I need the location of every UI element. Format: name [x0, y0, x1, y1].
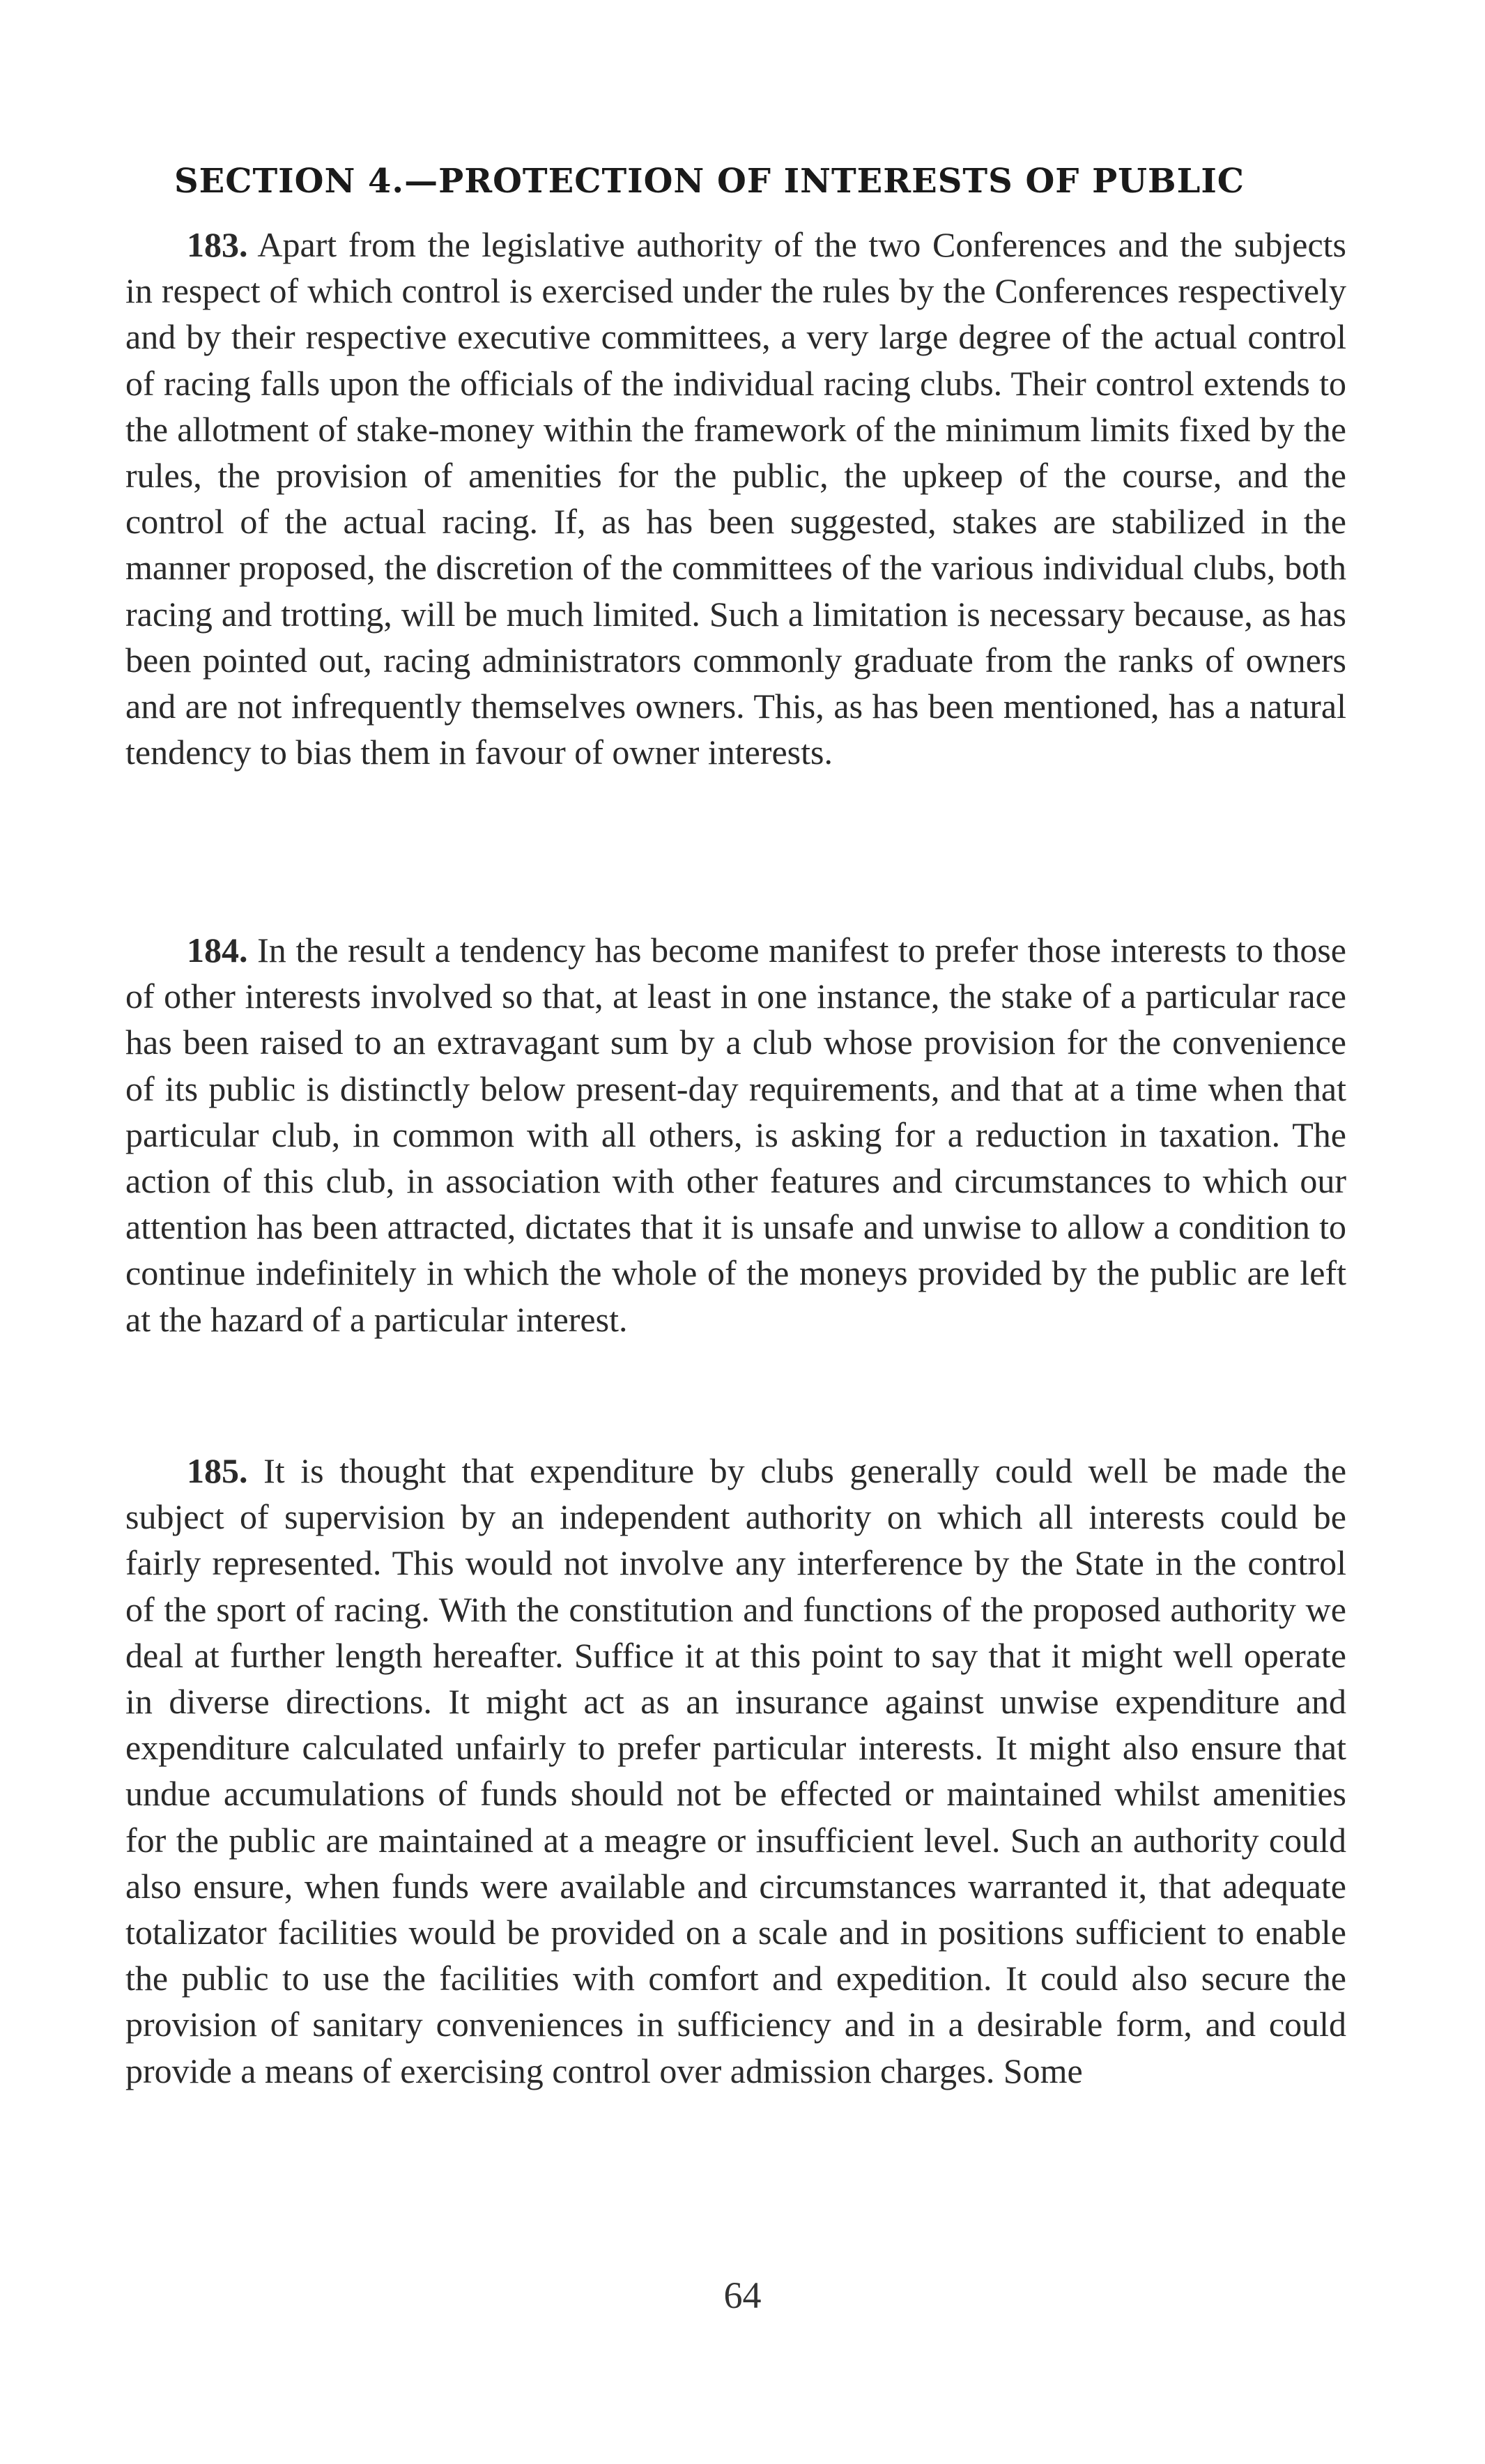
paragraph-184: [125, 927, 1346, 1342]
paragraph-text: Apart from the legislative authority of the two Conferences and the subjects in respect of which control is exercised under the rules by the Conferences respectively and by their respective executive committees, a very large degree of the actual control of racing falls upon the officials of the individual racing clubs. Their control extends to the allotment of stake-money within the framework of the minimum limits fixed by the rules, the provision of amenities for the public, the upkeep of the course, and the control of the actual racing. If, as has been suggested, stakes are stabilized in the manner proposed, the discretion of the committees of the various individual clubs, both racing and trotting, will be much limited. Such a limitation is necessary because, as has been pointed out, racing administrators commonly graduate from the ranks of owners and are not infrequently themselves owners. This, as has been mentioned, has a natural tendency to bias them in favour of owner interests.: [125, 225, 1346, 772]
section-heading: SECTION 4.—PROTECTION OF INTERESTS OF PUBLIC: [174, 162, 1245, 201]
paragraph-185: [125, 1448, 1346, 2094]
paragraph-text: In the result a tendency has become manifest to prefer those interests to those of other interests involved so that, at least in one instance, the stake of a particular race has been raised to an extravagant sum by a club whose provision for the convenience of its public is distinctly below present-day requirements, and that at a time when that particular club, in common with all others, is asking for a reduction in taxation. The action of this club, in association with other features and circumstances to which our attention has been attracted, dictates that it is unsafe and unwise to allow a condition to continue indefinitely in which the whole of the moneys provided by the public are left at the hazard of a particular interest.: [125, 931, 1346, 1339]
paragraph-text: It is thought that expenditure by clubs generally could well be made the subject of supervision by an independent authority on which all interests could be fairly represented. This would not involve any interference by the State in the control of the sport of racing. With the constitution and functions of the proposed authority we deal at further length hereafter. Suffice it at this point to say that it might well operate in diverse directions. It might act as an insurance against unwise expenditure and expenditure calculated unfairly to prefer particular interests. It might also ensure that undue accumulations of funds should not be effected or maintained whilst amenities for the public are maintained at a meagre or insufficient level. Such an authority could also ensure, when funds were available and circumstances warranted it, that adequate totalizator facilities would be provided on a scale and in positions sufficient to enable the public to use the facilities with comfort and expedition. It could also secure the provision of sanitary conveniences in sufficiency and in a desirable form, and could provide a means of exercising control over admission charges. Some: [125, 1451, 1347, 2090]
paragraph-183: [125, 222, 1346, 775]
paragraph-number: 184.: [187, 931, 248, 970]
paragraph-number: 183.: [187, 225, 248, 264]
page-number: 64: [723, 2274, 762, 2316]
paragraph-number: 185.: [187, 1451, 248, 1490]
